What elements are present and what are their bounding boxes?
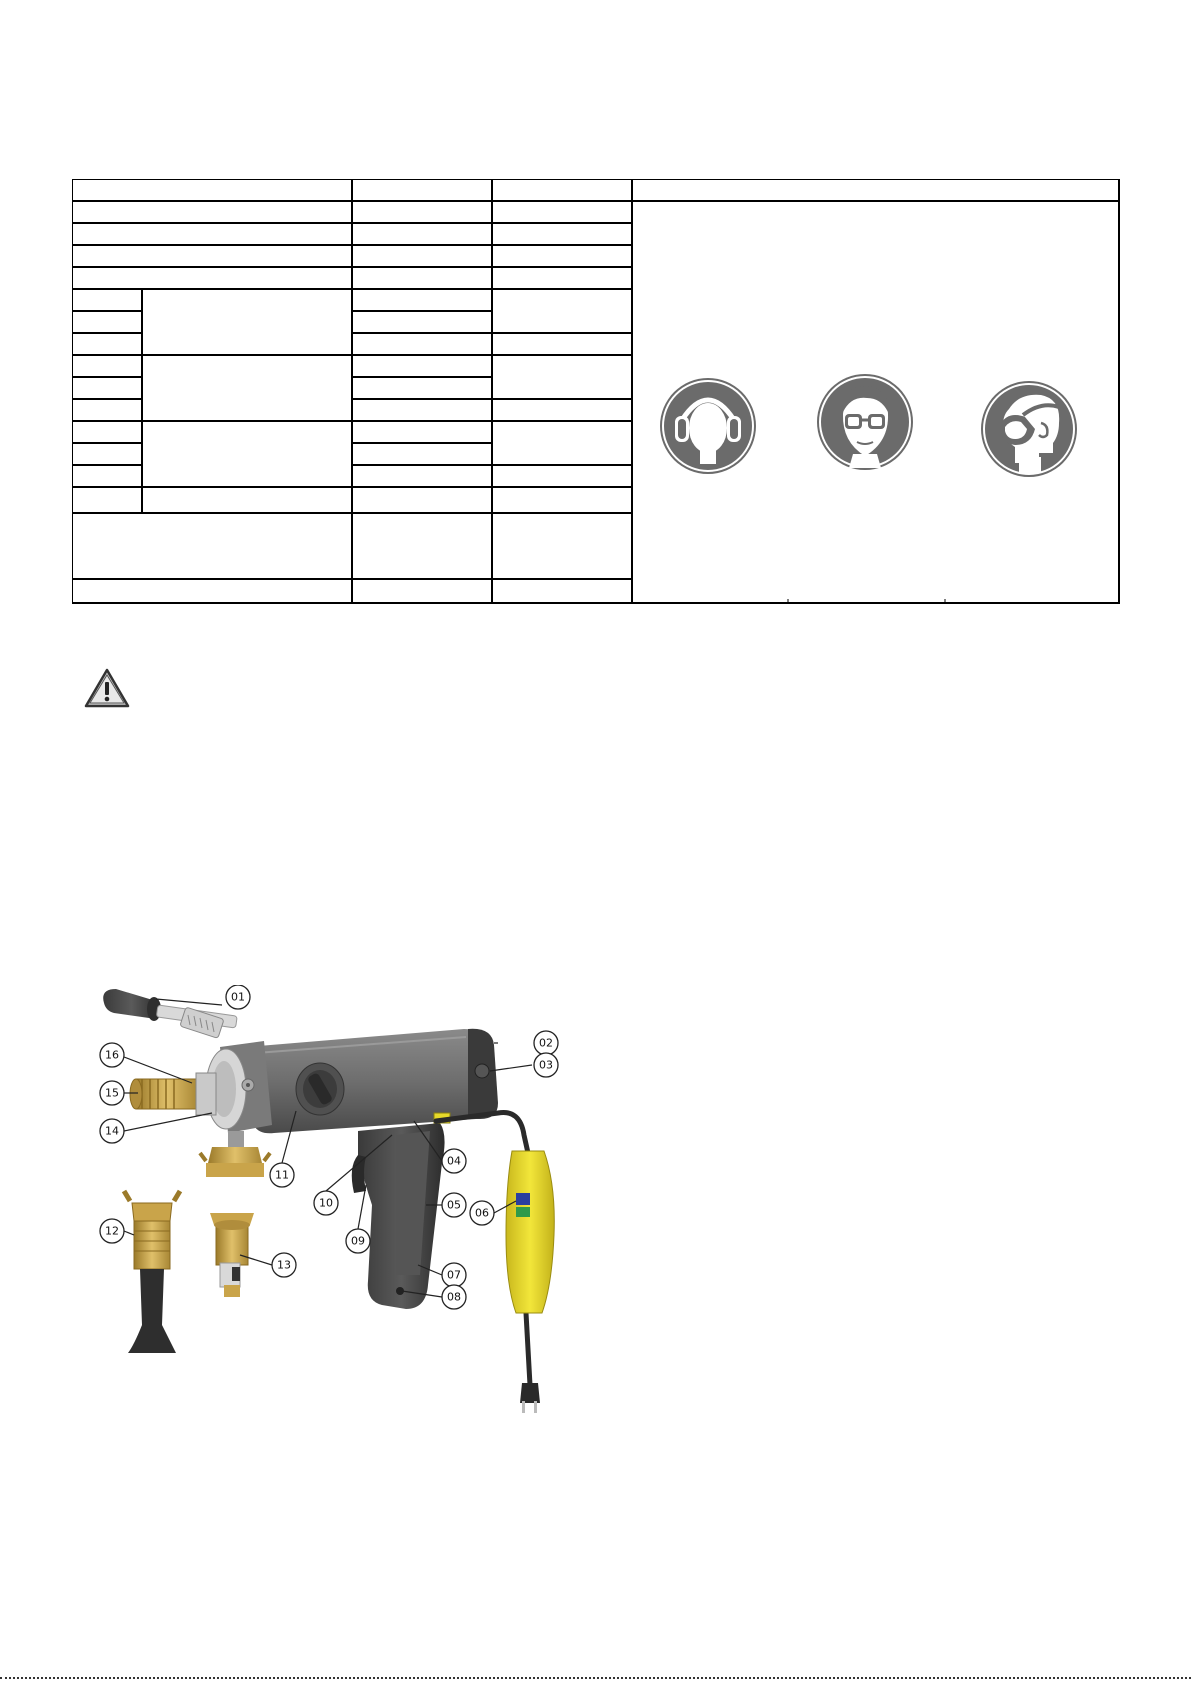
svg-text:01: 01: [231, 990, 245, 1004]
svg-text:14: 14: [105, 1124, 119, 1138]
callout-01: [226, 985, 250, 1009]
dust-mask-sign: [979, 379, 1079, 479]
spec-table-grid: [72, 179, 1120, 604]
warning-triangle-icon: [84, 668, 130, 708]
callout-07: [442, 1263, 466, 1287]
callout-16: [100, 1043, 124, 1067]
callout-08: [442, 1285, 466, 1309]
callout-11: [270, 1163, 294, 1187]
ear-protection-sign: [658, 376, 758, 476]
spindle-adapter: [130, 1073, 216, 1115]
svg-text:07: 07: [447, 1268, 461, 1282]
callout-09: [346, 1229, 370, 1253]
callout-14: [100, 1119, 124, 1143]
water-valve: [210, 1213, 254, 1297]
callout-02: [534, 1031, 558, 1055]
drill-exploded-view: [96, 985, 616, 1445]
svg-text:13: 13: [277, 1258, 291, 1272]
hose-connector: [124, 1191, 180, 1353]
svg-text:04: 04: [447, 1154, 461, 1168]
svg-text:16: 16: [105, 1048, 119, 1062]
callout-12: [100, 1219, 124, 1243]
svg-text:10: 10: [319, 1196, 333, 1210]
svg-text:03: 03: [539, 1058, 553, 1072]
rcd-safety-switch: [506, 1151, 554, 1313]
callout-03: [534, 1053, 558, 1077]
svg-text:06: 06: [475, 1206, 489, 1220]
svg-text:15: 15: [105, 1086, 119, 1100]
water-connector: [200, 1131, 270, 1177]
svg-text:12: 12: [105, 1224, 119, 1238]
svg-text:11: 11: [275, 1168, 289, 1182]
callout-04: [442, 1149, 466, 1173]
callout-06: [470, 1201, 494, 1225]
svg-text:08: 08: [447, 1290, 461, 1304]
page-bottom-edge: [0, 1677, 1191, 1679]
svg-text:02: 02: [539, 1036, 553, 1050]
callout-05: [442, 1193, 466, 1217]
svg-text:05: 05: [447, 1198, 461, 1212]
eye-protection-sign: [815, 372, 915, 472]
svg-text:09: 09: [351, 1234, 365, 1248]
power-plug: [520, 1383, 540, 1413]
spec-table: [72, 179, 1120, 604]
pistol-grip: [352, 1113, 450, 1309]
callout-15: [100, 1081, 124, 1105]
side-handle: [103, 989, 237, 1038]
callout-13: [272, 1253, 296, 1277]
callout-10: [314, 1191, 338, 1215]
